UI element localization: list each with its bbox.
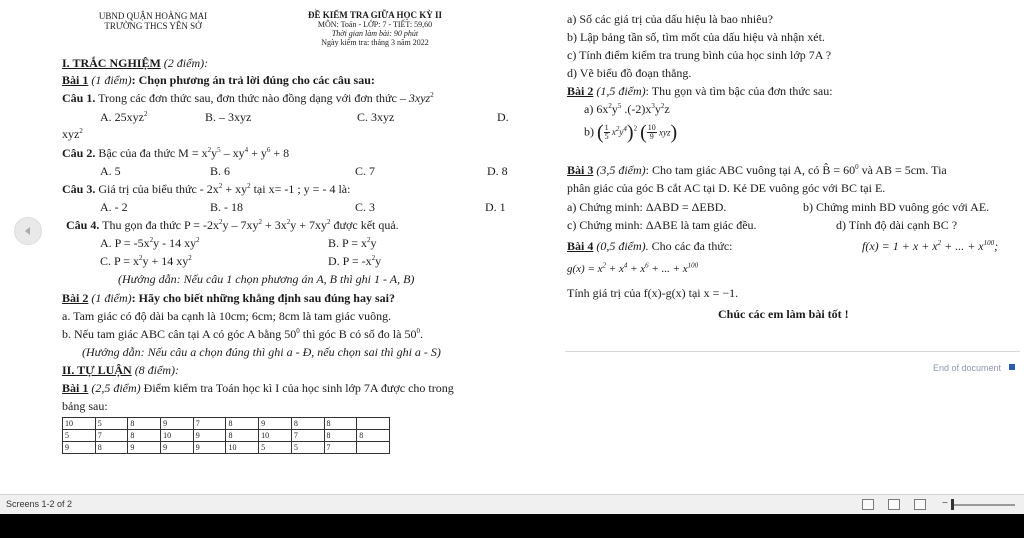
q4-option-d: D. $P = -x^2y$: [328, 254, 382, 268]
bai3-question-c: c) Chứng minh: ΔABE là tam giác đều.: [567, 218, 757, 232]
table-cell: 9: [128, 442, 161, 454]
part2-bai3: Bài 3 (3,5 điểm): Cho tam giác ABC vuông tại A, có B̂ = $60^0$ và AB = 5cm. Tia: [567, 163, 947, 177]
web-layout-icon[interactable]: [914, 499, 926, 510]
table-row: [63, 430, 390, 442]
bai2-statement-a: a. Tam giác có độ dài ba cạnh là 10cm; 6cm; 8cm là tam giác vuông.: [62, 309, 392, 323]
exam-date: Ngày kiểm tra: tháng 3 năm 2022: [321, 38, 429, 47]
part2-bai1-cont: bảng sau:: [62, 399, 108, 413]
table-cell: 8: [226, 418, 259, 430]
table-cell: 8: [226, 430, 259, 442]
q1-option-c: C. 3xyz: [357, 110, 395, 124]
zoom-slider-thumb[interactable]: [951, 499, 954, 510]
exam-title: ĐỀ KIỂM TRA GIỮA HỌC KỲ II: [307, 10, 443, 20]
part1-bai1: Bài 1 (1 điểm): Chọn phương án trả lời đúng cho các câu sau:: [62, 73, 375, 87]
table-cell: 5: [291, 442, 324, 454]
question-1: Câu 1. Trong các đơn thức sau, đơn thức nào đồng dạng với đơn thức – 3xyz$^2$: [62, 91, 434, 105]
table-cell: 9: [63, 442, 96, 454]
print-layout-icon[interactable]: [888, 499, 900, 510]
table-cell: 8: [357, 430, 390, 442]
table-cell: 9: [161, 442, 194, 454]
table-cell: 5: [259, 442, 292, 454]
q2-option-c: C. 7: [355, 164, 376, 178]
q2-option-d: D. 8: [487, 164, 508, 178]
district-name: UBND QUẬN HOÀNG MAI: [98, 11, 208, 21]
table-cell: 8: [291, 418, 324, 430]
q1-option-a: A. 25xyz$^2$: [100, 110, 148, 124]
q1-option-d: D.: [497, 110, 509, 124]
previous-page-button[interactable]: [14, 217, 42, 245]
table-cell: 9: [161, 418, 194, 430]
polynomial-g: $g(x) = x^2 + x^4 + x^6$ + ... + $x^{100}$: [567, 261, 699, 275]
table-cell: 8: [128, 430, 161, 442]
bai1-question-b: b) Lập bảng tần số, tìm mốt của dấu hiệu và nhận xét.: [567, 30, 825, 44]
table-cell: [357, 442, 390, 454]
q4-option-c: C. $P = x^2y + 14$ $xy^2$: [100, 254, 192, 268]
question-2: Câu 2. Bậc của đa thức $M = x^2y^5 - xy^4 + y^6 + 8$: [62, 146, 290, 160]
table-cell: 10: [161, 430, 194, 442]
part2-bai1: Bài 1 (2,5 điểm) Điểm kiểm tra Toán học kì I của học sinh lớp 7A được cho trong: [62, 381, 454, 395]
table-cell: 7: [193, 418, 226, 430]
q4-option-b: B. $P = x^2y$: [328, 236, 377, 250]
school-name: TRƯỜNG THCS YÊN SỞ: [104, 21, 202, 31]
bai2-item-b: b) ( $\frac{1}{5}$ $x^2y^4)^2$ ( $\frac{10}{9}$ xyz): [584, 121, 678, 144]
bai2-item-a: a) $6x^2y^5$ $.(-2)x^3y^2z$: [584, 102, 670, 116]
bai1-question-d: d) Vẽ biểu đồ đoạn thẳng.: [567, 66, 692, 80]
zoom-out-button[interactable]: −: [942, 498, 948, 509]
q1-option-b: B. – 3xyz: [205, 110, 252, 124]
bai3-question-a: a) Chứng minh: ΔABD = ΔEBD.: [567, 200, 727, 214]
table-cell: 9: [259, 418, 292, 430]
bottom-black-bar: [0, 514, 1024, 538]
table-cell: 8: [324, 430, 357, 442]
q3-option-a: A. - 2: [100, 200, 128, 214]
q3-option-c: C. 3: [355, 200, 376, 214]
table-cell: 9: [193, 442, 226, 454]
exam-subject: MÔN: Toán - LỚP: 7 - TIẾT: 59,60: [317, 20, 433, 29]
bai2-statement-b: b. Nếu tam giác ABC cân tại A có góc A bằng $50^0$ thì góc B có số đo là $50^0$.: [62, 327, 423, 341]
zoom-slider[interactable]: [953, 504, 1015, 506]
polynomial-f: $f(x) = 1 + x + x^2$ + ... + $x^{100}$;: [862, 239, 999, 253]
bai3-question-b: b) Chứng minh BD vuông góc với AE.: [803, 200, 990, 214]
table-cell: 5: [63, 430, 96, 442]
bai3-question-d: d) Tính độ dài cạnh BC ?: [836, 218, 958, 232]
section-1-heading: I. TRẮC NGHIỆM (2 điểm):: [62, 56, 209, 70]
q3-option-d: D. 1: [485, 200, 506, 214]
screens-count: Screens 1-2 of 2: [6, 499, 73, 509]
table-cell: 10: [226, 442, 259, 454]
bai1-question-c: c) Tính điểm kiểm tra trung bình của học sinh lớp 7A ?: [567, 48, 832, 62]
table-cell: 5: [95, 418, 128, 430]
score-table: [62, 417, 390, 454]
table-cell: 7: [291, 430, 324, 442]
part1-bai2: Bài 2 (1 điểm): Hãy cho biết những khẳng định sau đúng hay sai?: [62, 291, 395, 305]
end-of-document-marker: [1009, 364, 1015, 370]
q2-option-b: B. 6: [210, 164, 231, 178]
end-of-document-label: End of document: [933, 363, 1002, 373]
good-luck-text: Chúc các em làm bài tốt !: [718, 307, 849, 321]
fraction-ten-ninths: $\frac{10}{9}$: [647, 123, 656, 141]
exam-duration: Thời gian làm bài: 90 phút: [331, 29, 419, 38]
part2-bai4: Bài 4 (0,5 điểm). Cho các đa thức:: [567, 239, 733, 253]
table-cell: 10: [63, 418, 96, 430]
table-cell: 8: [324, 418, 357, 430]
chevron-left-icon: [23, 226, 33, 236]
table-cell: [357, 418, 390, 430]
question-3: Câu 3. Giá trị của biểu thức - $2x^2 + xy^2$ tại x= -1 ; y = - 4 là:: [62, 182, 351, 196]
table-cell: 8: [128, 418, 161, 430]
exam-header: [300, 10, 450, 47]
fraction-one-fifth: $\frac{1}{5}$: [604, 123, 609, 141]
table-cell: 7: [95, 430, 128, 442]
q4-option-a: A. $P = -5x^2y - 14$ $xy^2$: [100, 236, 200, 250]
school-header: [88, 11, 218, 31]
bai1-question-a: a) Số các giá trị của dấu hiệu là bao nhiêu?: [567, 12, 773, 26]
table-cell: 9: [193, 430, 226, 442]
bai4-calc: Tính giá trị của f(x)-g(x) tại x = −1.: [567, 286, 739, 300]
end-divider: [565, 351, 1020, 352]
bai3-line2: phân giác của góc B cắt AC tại D. Kẻ DE vuông góc với BC tại E.: [567, 181, 886, 195]
part2-bai2: Bài 2 (1,5 điểm): Thu gọn và tìm bậc của đơn thức sau:: [567, 84, 833, 98]
table-row: [63, 442, 390, 454]
table-row: [63, 418, 390, 430]
q2-option-a: A. 5: [100, 164, 121, 178]
question-4: Câu 4. Thu gọn đa thức $P = -2x^2y - 7xy^2 + 3x^2y + 7xy^2$ được kết quả.: [66, 218, 399, 232]
table-cell: 8: [95, 442, 128, 454]
hint-part1: (Hướng dẫn: Nếu câu 1 chọn phương án A, B thì ghi 1 - A, B): [118, 272, 415, 286]
status-bar: [0, 494, 1024, 514]
q1-option-d-value: xyz$^2$: [62, 127, 83, 141]
table-cell: 7: [324, 442, 357, 454]
section-2-heading: II. TỰ LUẬN (8 điểm):: [62, 363, 180, 377]
q3-option-b: B. - 18: [210, 200, 243, 214]
table-cell: 10: [259, 430, 292, 442]
hint-part2: (Hướng dẫn: Nếu câu a chọn đúng thì ghi a - Đ, nếu chọn sai thì ghi a - S): [82, 345, 441, 359]
read-mode-icon[interactable]: [862, 499, 874, 510]
